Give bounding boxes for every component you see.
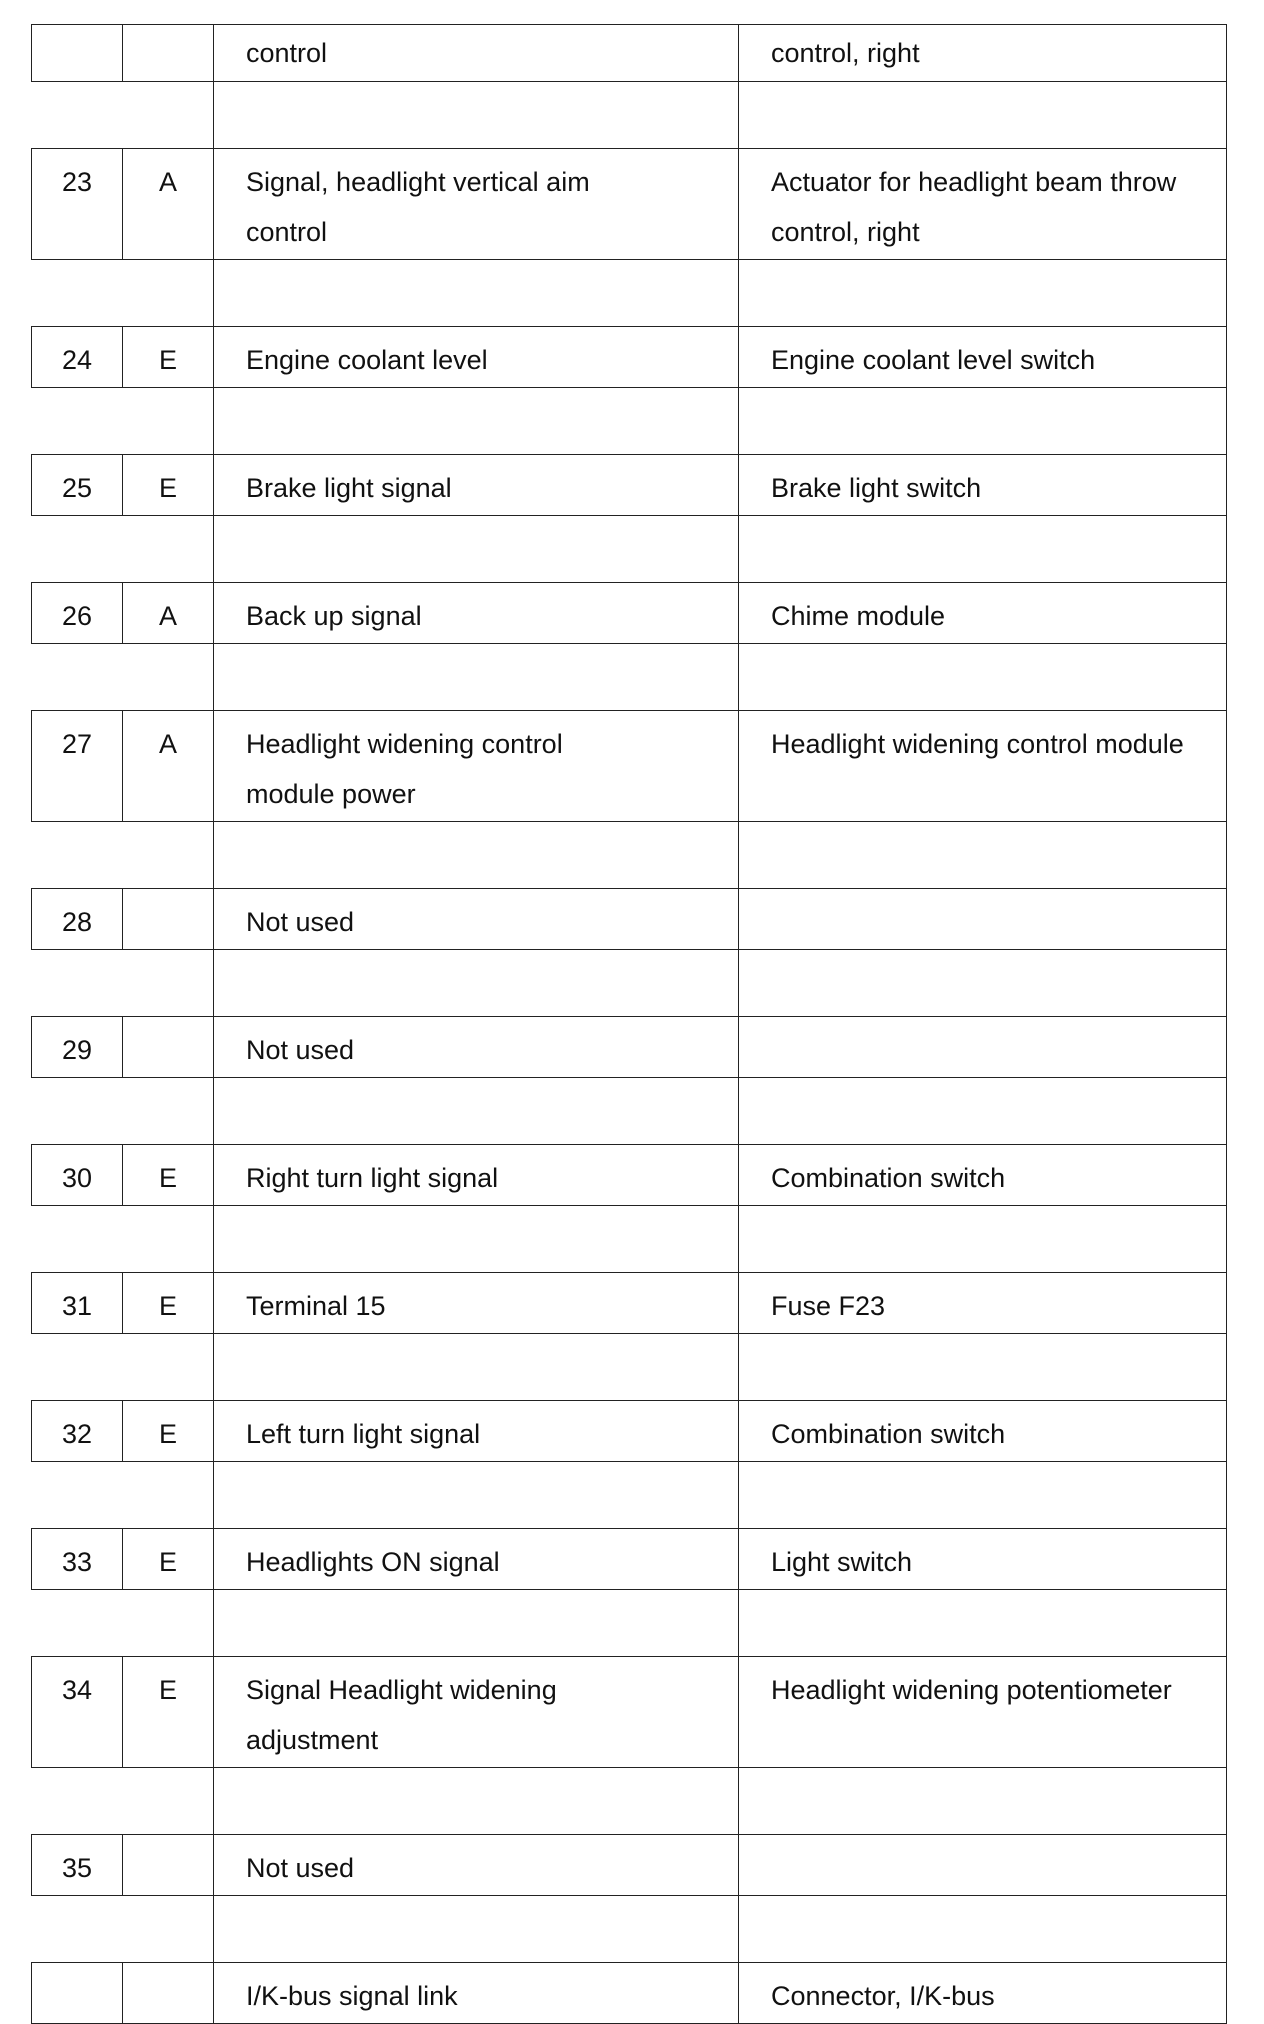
spacer-row (32, 822, 1227, 889)
table-row (32, 1017, 1227, 1078)
spacer-cell (32, 950, 123, 1017)
spacer-cell (32, 1462, 123, 1529)
spacer-cell (123, 1206, 214, 1273)
spacer-cell (32, 388, 123, 455)
description-cell (214, 1401, 739, 1462)
spacer-cell (214, 82, 739, 149)
pin-number-cell: 23 (32, 149, 123, 260)
spacer-cell (739, 1768, 1227, 1835)
table-row (32, 583, 1227, 644)
connection-cell (739, 25, 1227, 82)
spacer-cell (214, 388, 739, 455)
pin-assignment-sheet (31, 24, 1227, 2024)
signal-type-cell: E (123, 1657, 214, 1768)
connection-cell (739, 149, 1227, 260)
spacer-cell (214, 1896, 739, 1963)
description-cell (214, 711, 739, 822)
table-row (32, 711, 1227, 822)
pin-assignment-table (31, 24, 1227, 2024)
description-line: Engine coolant level (246, 345, 488, 375)
table-row (32, 1529, 1227, 1590)
pin-number-cell: 29 (32, 1017, 123, 1078)
spacer-cell (739, 516, 1227, 583)
spacer-row (32, 1768, 1227, 1835)
connection-line: Engine coolant level switch (771, 345, 1096, 375)
description-line: Not used (246, 1853, 355, 1883)
signal-type-cell: E (123, 1145, 214, 1206)
signal-type-cell (123, 1835, 214, 1896)
description-line: Not used (246, 1035, 355, 1065)
pin-number-cell: 26 (32, 583, 123, 644)
spacer-cell (214, 1768, 739, 1835)
connection-line: control, right (771, 217, 920, 247)
spacer-cell (32, 516, 123, 583)
spacer-cell (739, 822, 1227, 889)
spacer-cell (739, 388, 1227, 455)
signal-type-cell: A (123, 711, 214, 822)
table-row (32, 1273, 1227, 1334)
description-line: Left turn light signal (246, 1419, 481, 1449)
pin-number-cell: 25 (32, 455, 123, 516)
spacer-cell (32, 1590, 123, 1657)
connection-cell (739, 1017, 1227, 1078)
table-row (32, 1145, 1227, 1206)
spacer-cell (32, 1768, 123, 1835)
spacer-cell (123, 1334, 214, 1401)
pin-number-cell: 24 (32, 327, 123, 388)
spacer-cell (739, 82, 1227, 149)
signal-type-cell: E (123, 1401, 214, 1462)
spacer-row (32, 1206, 1227, 1273)
spacer-cell (123, 1768, 214, 1835)
description-cell (214, 1529, 739, 1590)
description-line: Right turn light signal (246, 1163, 499, 1193)
spacer-cell (739, 1334, 1227, 1401)
connection-cell (739, 1401, 1227, 1462)
connection-line: Light switch (771, 1547, 913, 1577)
pin-number-cell: 31 (32, 1273, 123, 1334)
spacer-cell (214, 1206, 739, 1273)
connection-cell (739, 1835, 1227, 1896)
spacer-cell (32, 822, 123, 889)
description-cell (214, 1017, 739, 1078)
spacer-cell (32, 1078, 123, 1145)
table-row (32, 1963, 1227, 2024)
description-cell (214, 1145, 739, 1206)
spacer-cell (739, 260, 1227, 327)
spacer-cell (739, 1078, 1227, 1145)
table-row (32, 1401, 1227, 1462)
spacer-cell (123, 950, 214, 1017)
spacer-row (32, 1590, 1227, 1657)
pin-number-cell (32, 25, 123, 82)
spacer-cell (214, 822, 739, 889)
connection-cell (739, 1145, 1227, 1206)
description-cell (214, 1835, 739, 1896)
description-cell (214, 25, 739, 82)
connection-line: Connector, I/K-bus (771, 1981, 995, 2011)
connection-line: Combination switch (771, 1419, 1006, 1449)
spacer-cell (739, 950, 1227, 1017)
spacer-cell (739, 1590, 1227, 1657)
signal-type-cell: E (123, 327, 214, 388)
spacer-row (32, 1896, 1227, 1963)
description-line: Headlights ON signal (246, 1547, 500, 1577)
spacer-cell (32, 260, 123, 327)
spacer-cell (123, 1590, 214, 1657)
description-line: adjustment (246, 1725, 379, 1755)
spacer-cell (123, 388, 214, 455)
spacer-cell (32, 1334, 123, 1401)
spacer-row (32, 82, 1227, 149)
spacer-cell (123, 82, 214, 149)
description-cell (214, 327, 739, 388)
spacer-row (32, 644, 1227, 711)
pin-number-cell: 34 (32, 1657, 123, 1768)
pin-number-cell: 30 (32, 1145, 123, 1206)
spacer-row (32, 516, 1227, 583)
signal-type-cell: E (123, 455, 214, 516)
connection-cell (739, 1529, 1227, 1590)
description-line: I/K-bus signal link (246, 1981, 458, 2011)
description-cell (214, 583, 739, 644)
signal-type-cell: A (123, 583, 214, 644)
description-line: Not used (246, 907, 355, 937)
description-cell (214, 455, 739, 516)
connection-cell (739, 889, 1227, 950)
spacer-cell (32, 1206, 123, 1273)
pin-assignment-table-body (32, 25, 1227, 2024)
connection-line: Headlight widening control module (771, 729, 1184, 759)
connection-line: Actuator for headlight beam throw (771, 167, 1177, 197)
signal-type-cell (123, 25, 214, 82)
spacer-row (32, 260, 1227, 327)
description-line: Back up signal (246, 601, 422, 631)
spacer-cell (32, 82, 123, 149)
connection-cell (739, 455, 1227, 516)
signal-type-cell (123, 1017, 214, 1078)
spacer-cell (123, 1078, 214, 1145)
spacer-cell (739, 1462, 1227, 1529)
spacer-row (32, 1462, 1227, 1529)
connection-line: Chime module (771, 601, 946, 631)
pin-number-cell (32, 1963, 123, 2024)
connection-line: Brake light switch (771, 473, 982, 503)
connection-cell (739, 327, 1227, 388)
spacer-row (32, 950, 1227, 1017)
connection-cell (739, 1657, 1227, 1768)
description-line: Terminal 15 (246, 1291, 386, 1321)
table-row (32, 149, 1227, 260)
spacer-row (32, 388, 1227, 455)
description-line: Signal Headlight widening (246, 1675, 557, 1705)
spacer-cell (739, 644, 1227, 711)
description-line: control (246, 38, 328, 68)
connection-cell (739, 1273, 1227, 1334)
description-cell (214, 1963, 739, 2024)
spacer-cell (123, 516, 214, 583)
spacer-cell (214, 1078, 739, 1145)
pin-number-cell: 35 (32, 1835, 123, 1896)
spacer-cell (739, 1206, 1227, 1273)
connection-line: control, right (771, 38, 920, 68)
spacer-cell (214, 1590, 739, 1657)
spacer-cell (214, 950, 739, 1017)
spacer-cell (123, 822, 214, 889)
spacer-cell (32, 1896, 123, 1963)
description-cell (214, 889, 739, 950)
table-row (32, 889, 1227, 950)
description-line: Signal, headlight vertical aim (246, 167, 590, 197)
spacer-cell (214, 516, 739, 583)
spacer-row (32, 1334, 1227, 1401)
spacer-cell (214, 1462, 739, 1529)
description-cell (214, 1273, 739, 1334)
spacer-cell (214, 644, 739, 711)
signal-type-cell (123, 1963, 214, 2024)
spacer-cell (32, 644, 123, 711)
spacer-cell (214, 1334, 739, 1401)
spacer-cell (123, 1896, 214, 1963)
signal-type-cell (123, 889, 214, 950)
signal-type-cell: E (123, 1529, 214, 1590)
connection-line: Combination switch (771, 1163, 1006, 1193)
pin-number-cell: 33 (32, 1529, 123, 1590)
description-line: Brake light signal (246, 473, 452, 503)
description-line: control (246, 217, 328, 247)
signal-type-cell: E (123, 1273, 214, 1334)
spacer-cell (123, 260, 214, 327)
table-row (32, 1835, 1227, 1896)
table-row (32, 327, 1227, 388)
connection-line: Fuse F23 (771, 1291, 886, 1321)
table-row (32, 455, 1227, 516)
description-cell (214, 149, 739, 260)
connection-cell (739, 1963, 1227, 2024)
connection-cell (739, 583, 1227, 644)
connection-cell (739, 711, 1227, 822)
spacer-cell (123, 1462, 214, 1529)
table-row (32, 1657, 1227, 1768)
description-line: module power (246, 779, 416, 809)
table-row (32, 25, 1227, 82)
spacer-cell (214, 260, 739, 327)
spacer-cell (739, 1896, 1227, 1963)
description-line: Headlight widening control (246, 729, 563, 759)
connection-line: Headlight widening potentiometer (771, 1675, 1172, 1705)
pin-number-cell: 32 (32, 1401, 123, 1462)
description-cell (214, 1657, 739, 1768)
spacer-row (32, 1078, 1227, 1145)
pin-number-cell: 27 (32, 711, 123, 822)
pin-number-cell: 28 (32, 889, 123, 950)
spacer-cell (123, 644, 214, 711)
signal-type-cell: A (123, 149, 214, 260)
